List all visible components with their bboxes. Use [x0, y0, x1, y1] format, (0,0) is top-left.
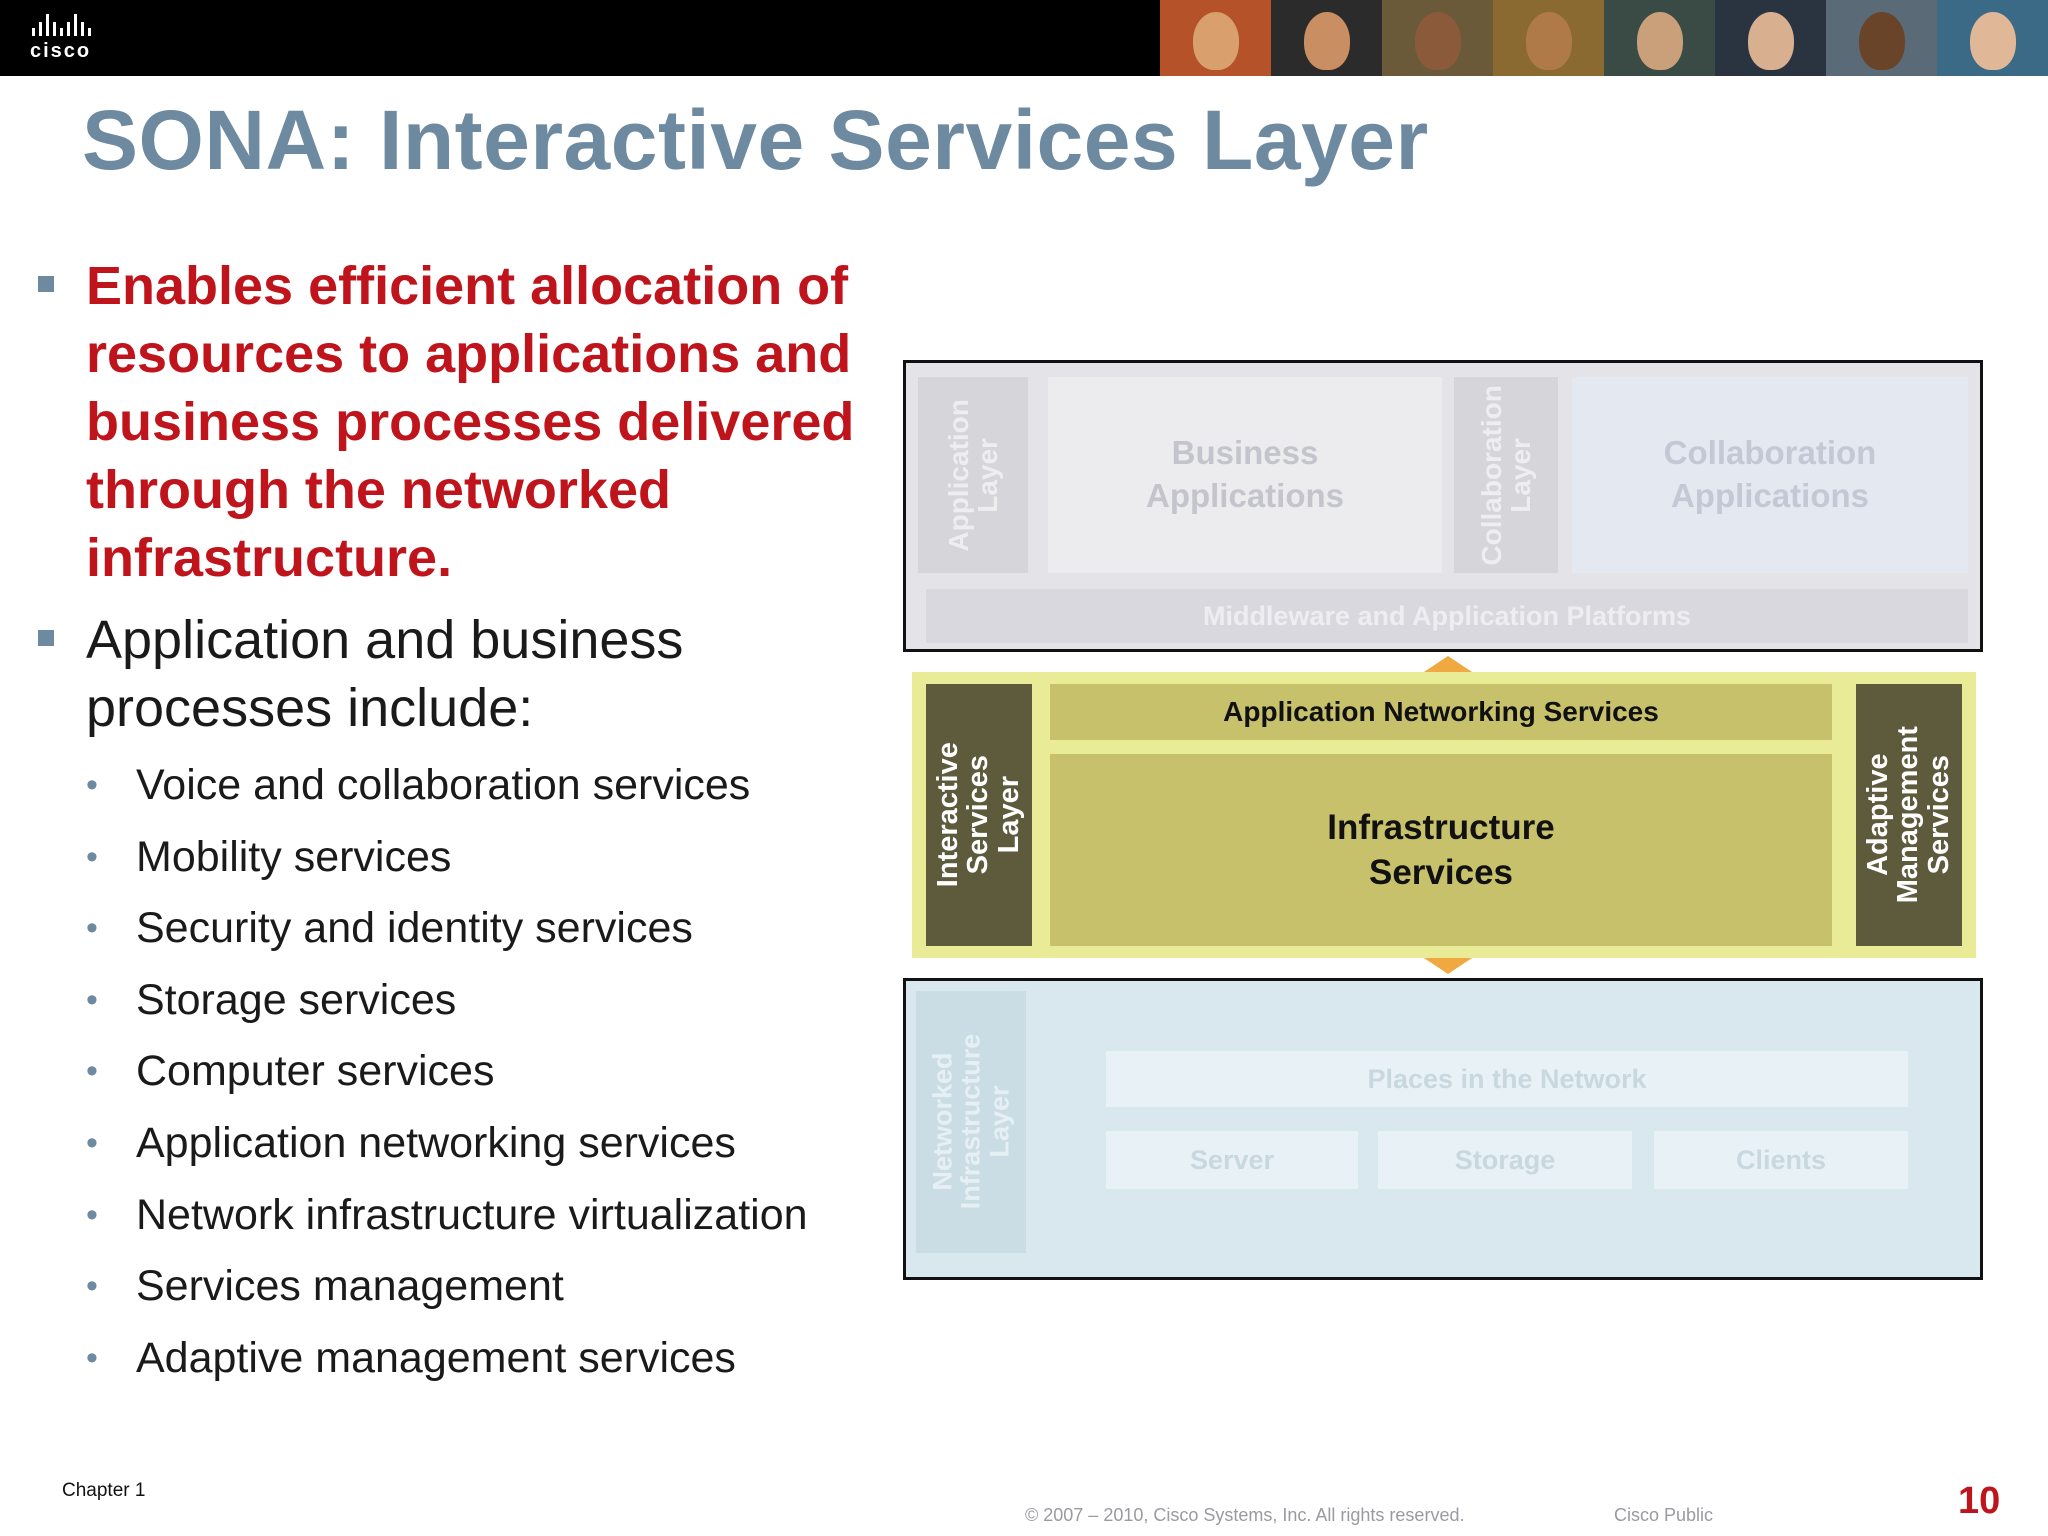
cisco-logo-text: cisco	[30, 40, 92, 62]
interactive-services-layer-label: Interactive Services Layer	[926, 684, 1032, 946]
bullet-text: Application and business processes include:	[86, 610, 684, 738]
photo-image	[1604, 0, 1715, 76]
interactive-services-panel	[912, 672, 1976, 958]
sub-bullet-text: Adaptive management services	[136, 1333, 736, 1382]
dot-bullet-icon: •	[86, 1123, 98, 1162]
footer-classification: Cisco Public	[1614, 1505, 1714, 1525]
sub-bullet-item	[86, 893, 864, 965]
networked-infrastructure-layer-label: Networked Infrastructure Layer	[916, 991, 1026, 1253]
application-layer-label: Application Layer	[918, 377, 1028, 573]
dot-bullet-icon: •	[86, 909, 98, 948]
sub-bullet-item	[86, 1036, 864, 1108]
sub-bullet-item	[86, 1108, 864, 1180]
square-bullet-icon	[38, 276, 54, 292]
dot-bullet-icon: •	[86, 1267, 98, 1306]
footer-chapter: Chapter 1	[62, 1480, 146, 1501]
header-photo-strip	[1160, 0, 2048, 76]
cisco-logo	[30, 14, 120, 62]
page-number: 10	[1958, 1480, 2001, 1522]
sub-bullet-text: Storage services	[136, 975, 457, 1024]
photo-image	[1937, 0, 2048, 76]
square-bullet-icon	[38, 630, 54, 646]
arrow-up-icon	[1424, 656, 1472, 672]
collaboration-layer-label: Collaboration Layer	[1454, 377, 1558, 573]
dot-bullet-icon: •	[86, 1195, 98, 1234]
dot-bullet-icon: •	[86, 766, 98, 804]
sub-bullet-text: Network infrastructure virtualization	[136, 1190, 808, 1239]
arrow-down-icon	[1424, 958, 1472, 974]
sub-bullet-text: Mobility services	[136, 832, 452, 881]
sub-bullet-text: Services management	[136, 1262, 564, 1311]
photo-image	[1826, 0, 1937, 76]
cisco-logo-bars-icon	[32, 14, 120, 36]
photo-image	[1271, 0, 1382, 76]
collaboration-applications-box: Collaboration Applications	[1572, 377, 1968, 573]
sub-bullet-item	[86, 1323, 864, 1395]
networked-infrastructure-panel	[903, 978, 1983, 1280]
adaptive-management-services-label: Adaptive Management Services	[1856, 684, 1962, 946]
middleware-box: Middleware and Application Platforms	[926, 589, 1968, 643]
sub-bullet-item	[86, 1251, 864, 1323]
storage-box: Storage	[1378, 1131, 1632, 1189]
sub-bullet-list	[34, 750, 864, 1394]
places-in-network-box: Places in the Network	[1106, 1051, 1908, 1107]
sub-bullet-text: Security and identity services	[136, 904, 693, 953]
sub-bullet-text: Voice and collaboration services	[136, 761, 751, 809]
sub-bullet-text: Computer services	[136, 1047, 495, 1096]
photo-image	[1493, 0, 1604, 76]
sub-bullet-item	[86, 750, 864, 822]
bullet-list	[34, 252, 864, 1394]
slide-title: SONA: Interactive Services Layer	[82, 93, 1429, 187]
bullet-text-emphasis: Enables efficient allocation of resources to applications and business processes delivered through the networked infrastructure.	[86, 256, 855, 588]
sub-bullet-item	[86, 965, 864, 1037]
dot-bullet-icon: •	[86, 1338, 98, 1377]
dot-bullet-icon: •	[86, 1052, 98, 1091]
sub-bullet-text: Application networking services	[136, 1118, 736, 1167]
business-applications-box: Business Applications	[1048, 377, 1442, 573]
sona-diagram	[900, 356, 1990, 1280]
bullet-item	[34, 252, 864, 592]
photo-image	[1382, 0, 1493, 76]
sub-bullet-item	[86, 822, 864, 894]
bullet-item	[34, 606, 864, 742]
sub-bullet-item	[86, 1180, 864, 1252]
clients-box: Clients	[1654, 1131, 1908, 1189]
application-networking-services-box: Application Networking Services	[1050, 684, 1832, 740]
infrastructure-services-box: Infrastructure Services	[1050, 754, 1832, 946]
header-bar	[0, 0, 2048, 76]
dot-bullet-icon: •	[86, 837, 98, 876]
dot-bullet-icon: •	[86, 980, 98, 1019]
footer-copyright: © 2007 – 2010, Cisco Systems, Inc. All rights reserved.	[1025, 1505, 1465, 1525]
photo-image	[1715, 0, 1826, 76]
photo-image	[1160, 0, 1271, 76]
server-box: Server	[1106, 1131, 1358, 1189]
application-layer-panel	[903, 360, 1983, 652]
